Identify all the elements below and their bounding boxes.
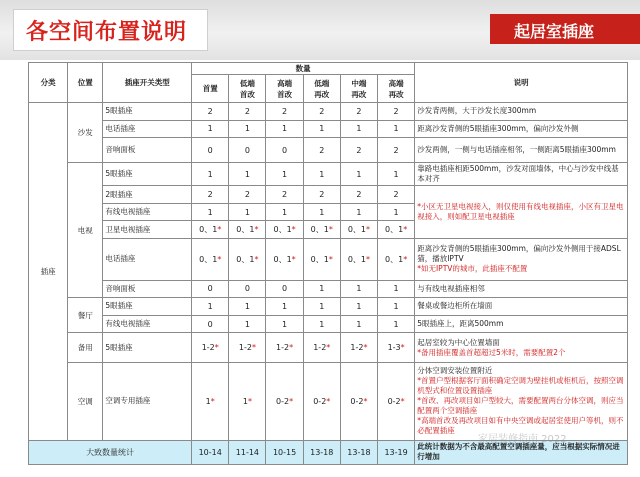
quantity-cell: 1	[192, 120, 229, 138]
total-value: 13-18	[340, 440, 377, 464]
position-cell: 备用	[68, 333, 103, 363]
note-text: 与有线电视插座相邻	[417, 283, 485, 293]
type-cell: 有线电视插座	[103, 315, 192, 333]
type-cell: 电话插座	[103, 120, 192, 138]
quantity-cell: 1	[229, 203, 266, 221]
table-row	[29, 186, 628, 204]
quantity-cell: 1	[340, 203, 377, 221]
quantity-cell: 2	[340, 103, 377, 121]
header-position: 位置	[68, 63, 103, 103]
note-cell	[415, 362, 628, 440]
quantity-cell: 1	[229, 163, 266, 186]
asterisk-mark: *	[366, 254, 370, 264]
quantity-cell: 1*	[192, 362, 229, 440]
quantity-cell: 1	[192, 163, 229, 186]
quantity-cell: 2	[192, 186, 229, 204]
note-text: 5眼插座上，距离500mm	[417, 319, 504, 329]
position-cell: 餐厅	[68, 298, 103, 333]
quantity-cell: 2	[378, 138, 415, 163]
type-cell: 5眼插座	[103, 163, 192, 186]
title-box	[13, 9, 208, 51]
quantity-cell: 0、1*	[303, 238, 340, 280]
header-level: 中端 再改	[340, 75, 377, 103]
quantity-cell: 1-2*	[192, 333, 229, 363]
note-text: 起居室较为中心位置墙面	[417, 337, 500, 347]
total-value: 10-15	[266, 440, 303, 464]
quantity-cell: 1-3*	[378, 333, 415, 363]
quantity-cell: 0	[266, 138, 303, 163]
quantity-cell: 1	[266, 315, 303, 333]
quantity-cell: 1	[303, 315, 340, 333]
table-row	[29, 238, 628, 280]
asterisk-mark: *	[214, 343, 219, 353]
asterisk-mark: *	[326, 343, 331, 353]
quantity-cell: 2	[266, 103, 303, 121]
table-row	[29, 120, 628, 138]
quantity-cell: 0、1*	[229, 221, 266, 239]
quantity-cell: 0	[192, 138, 229, 163]
note-text: *小区无卫星电视接入，则仅使用有线电视插座，小区有卫星电视接入，则如配卫星电视插座	[417, 202, 624, 222]
note-cell	[415, 103, 628, 121]
position-cell: 电视	[68, 163, 103, 298]
quantity-cell: 0-2*	[303, 362, 340, 440]
quantity-cell: 1	[192, 298, 229, 316]
note-text: 餐桌或餐边柜所在墙面	[417, 301, 493, 311]
note-cell	[415, 138, 628, 163]
asterisk-mark: *	[254, 254, 259, 264]
note-cell	[415, 186, 628, 239]
header-level: 低端 再改	[303, 75, 340, 103]
quantity-cell: 2	[378, 186, 415, 204]
note-cell	[415, 315, 628, 333]
page-subtitle: 起居室插座	[514, 22, 595, 41]
type-cell: 卫星电视插座	[103, 221, 192, 239]
quantity-cell: 0、1*	[340, 238, 377, 280]
socket-spec-table	[28, 62, 628, 465]
asterisk-mark: *	[254, 225, 259, 235]
quantity-cell: 1	[340, 120, 377, 138]
quantity-cell: 0-2*	[340, 362, 377, 440]
asterisk-mark: *	[291, 225, 296, 235]
quantity-cell: 1	[266, 203, 303, 221]
asterisk-mark: *	[366, 225, 370, 235]
type-cell: 电话插座	[103, 238, 192, 280]
quantity-cell: 1-2*	[266, 333, 303, 363]
quantity-cell: 2	[192, 103, 229, 121]
quantity-cell: 0-2*	[378, 362, 415, 440]
type-cell: 音响面板	[103, 138, 192, 163]
asterisk-mark: *	[217, 225, 222, 235]
quantity-cell: 2	[340, 138, 377, 163]
quantity-cell: 1	[229, 315, 266, 333]
note-cell	[415, 333, 628, 363]
header-category: 分类	[29, 63, 68, 103]
asterisk-mark: *	[326, 396, 331, 406]
quantity-cell: 1-2*	[229, 333, 266, 363]
quantity-cell: 0、1*	[340, 221, 377, 239]
table-row	[29, 138, 628, 163]
asterisk-mark: *	[251, 343, 256, 353]
quantity-cell: 0	[192, 280, 229, 298]
header-note: 说明	[415, 63, 628, 103]
note-cell	[415, 280, 628, 298]
asterisk-mark: *	[210, 396, 215, 406]
asterisk-mark: *	[363, 343, 368, 353]
quantity-cell: 1-2*	[340, 333, 377, 363]
quantity-cell: 0	[229, 280, 266, 298]
quantity-cell: 1	[266, 298, 303, 316]
quantity-cell: 0、1*	[378, 221, 415, 239]
asterisk-mark: *	[403, 225, 408, 235]
quantity-cell: 1	[303, 280, 340, 298]
type-cell: 音响面板	[103, 280, 192, 298]
note-text: 沙发背两侧，大于沙发长度300mm	[417, 106, 537, 116]
table-row	[29, 103, 628, 121]
quantity-cell: 1	[340, 315, 377, 333]
position-cell: 沙发	[68, 103, 103, 163]
note-cell	[415, 298, 628, 316]
quantity-cell: 0、1*	[378, 238, 415, 280]
page-title: 各空间布置说明	[26, 20, 188, 45]
quantity-cell: 1	[378, 203, 415, 221]
asterisk-mark: *	[289, 343, 294, 353]
note-red-text: *备用插座覆盖首超超过5米时，需要配置2个	[417, 347, 566, 357]
asterisk-mark: *	[328, 225, 333, 235]
subtitle-bar	[490, 14, 640, 44]
quantity-cell: 1	[192, 203, 229, 221]
table-row	[29, 298, 628, 316]
quantity-cell: 1	[303, 163, 340, 186]
quantity-cell: 1	[340, 163, 377, 186]
type-cell: 5眼插座	[103, 103, 192, 121]
position-cell: 空调	[68, 362, 103, 440]
quantity-cell: 1*	[229, 362, 266, 440]
header-quantity: 数量	[192, 63, 415, 75]
table-row	[29, 163, 628, 186]
quantity-cell: 0	[229, 138, 266, 163]
asterisk-mark: *	[217, 254, 222, 264]
total-value: 11-14	[229, 440, 266, 464]
quantity-cell: 2	[303, 186, 340, 204]
type-cell: 5眼插座	[103, 333, 192, 363]
note-red-text: *如无IPTV的城市，此插座不配置	[417, 264, 528, 274]
type-cell: 空调专用插座	[103, 362, 192, 440]
quantity-cell: 2	[229, 186, 266, 204]
header-level: 首置	[192, 75, 229, 103]
quantity-cell: 2	[266, 186, 303, 204]
note-text: 靠路电插座相距500mm，沙发对面墙体，中心与沙发中线基本对齐	[417, 164, 619, 184]
quantity-cell: 0、1*	[266, 238, 303, 280]
asterisk-mark: *	[403, 254, 408, 264]
quantity-cell: 2	[378, 103, 415, 121]
table-row	[29, 280, 628, 298]
quantity-cell: 1	[378, 315, 415, 333]
quantity-cell: 2	[340, 186, 377, 204]
type-cell: 有线电视插座	[103, 203, 192, 221]
note-text: 距离沙发背侧的5眼插座300mm，偏向沙发外侧	[417, 123, 579, 133]
watermark: 家居装修指南 2022	[478, 434, 567, 445]
note-cell	[415, 238, 628, 280]
quantity-cell: 1	[266, 163, 303, 186]
quantity-cell: 0	[192, 315, 229, 333]
quantity-cell: 1	[378, 163, 415, 186]
quantity-cell: 1	[229, 298, 266, 316]
quantity-cell: 1	[303, 120, 340, 138]
total-note: 此统计数据为不含最高配置空调插座量，应当根据实际情况进行增加	[415, 440, 628, 464]
quantity-cell: 2	[303, 138, 340, 163]
quantity-cell: 0、1*	[192, 221, 229, 239]
asterisk-mark: *	[363, 396, 368, 406]
note-cell	[415, 120, 628, 138]
quantity-cell: 0	[266, 280, 303, 298]
type-cell: 2眼插座	[103, 186, 192, 204]
page-header	[0, 0, 640, 60]
note-red-text: *首置户型根据客厅面积确定空调为壁挂机或柜机后，按照空调机型式和位置设置插座 *首改、再改项目如户型较大，需要配置两台分体空调，则应当配置两个空调插座 *高端首改及再改项目如有中央空调或起居室使用户等机，则不必配置插座	[417, 376, 624, 436]
table-row	[29, 362, 628, 440]
quantity-cell: 2	[229, 103, 266, 121]
total-label: 大致数量统计	[29, 440, 192, 464]
quantity-cell: 0、1*	[229, 238, 266, 280]
note-cell	[415, 163, 628, 186]
category-cell: 插座	[29, 103, 68, 441]
asterisk-mark: *	[400, 343, 405, 353]
note-text: 距离沙发背侧的5眼插座300mm，偏向沙发外侧用于接ADSL猫，播放IPTV	[417, 244, 621, 264]
asterisk-mark: *	[328, 254, 333, 264]
header-level: 高端 首改	[266, 75, 303, 103]
quantity-cell: 0-2*	[266, 362, 303, 440]
total-value: 13-18	[303, 440, 340, 464]
quantity-cell: 1	[229, 120, 266, 138]
quantity-cell: 1	[340, 298, 377, 316]
table-row	[29, 315, 628, 333]
note-text: 沙发两侧，一侧与电话插座相邻，一侧距离5眼插座300mm	[417, 145, 616, 155]
quantity-cell: 1	[266, 120, 303, 138]
asterisk-mark: *	[400, 396, 405, 406]
quantity-cell: 1	[303, 203, 340, 221]
quantity-cell: 0、1*	[266, 221, 303, 239]
quantity-cell: 1	[378, 280, 415, 298]
asterisk-mark: *	[291, 254, 296, 264]
quantity-cell: 2	[303, 103, 340, 121]
quantity-cell: 1	[378, 298, 415, 316]
header-level: 低端 首改	[229, 75, 266, 103]
note-text: 分体空调安装位置附近	[417, 366, 493, 376]
quantity-cell: 1	[340, 280, 377, 298]
quantity-cell: 1-2*	[303, 333, 340, 363]
total-value: 10-14	[192, 440, 229, 464]
asterisk-mark: *	[289, 396, 294, 406]
quantity-cell: 1	[303, 298, 340, 316]
quantity-cell: 1	[378, 120, 415, 138]
header-level: 高端 再改	[378, 75, 415, 103]
total-value: 13-19	[378, 440, 415, 464]
quantity-cell: 0、1*	[303, 221, 340, 239]
header-type: 插座开关类型	[103, 63, 192, 103]
quantity-cell: 0、1*	[192, 238, 229, 280]
table-row	[29, 333, 628, 363]
asterisk-mark: *	[247, 396, 252, 406]
type-cell: 5眼插座	[103, 298, 192, 316]
